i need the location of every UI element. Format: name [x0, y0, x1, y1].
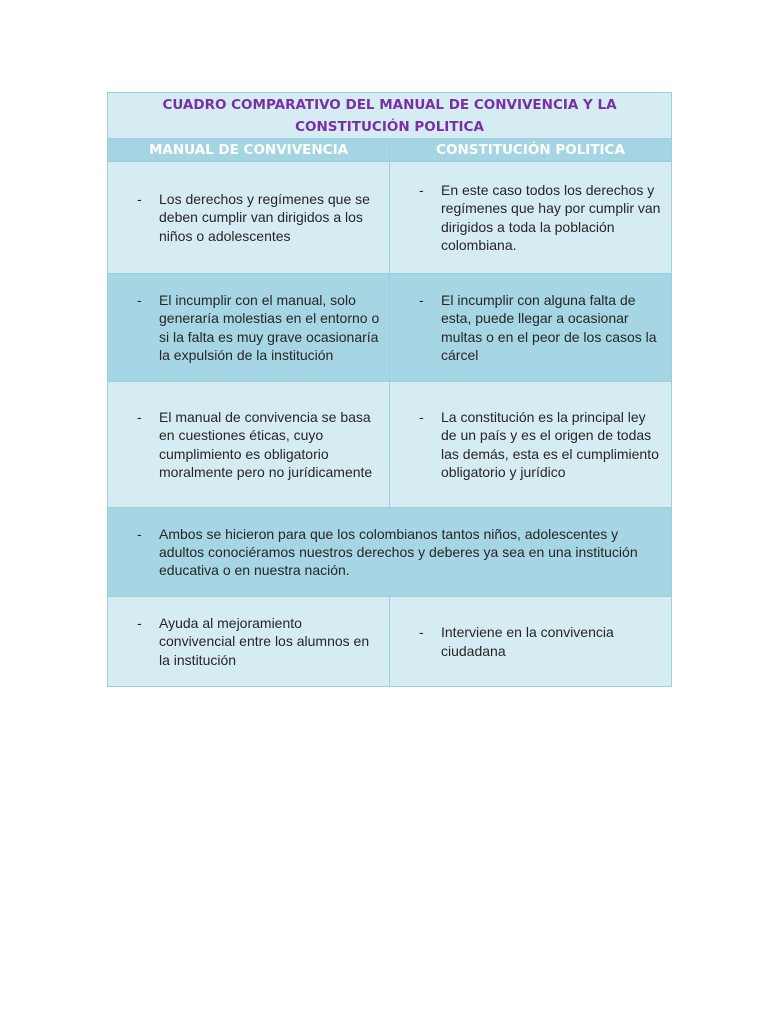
- list-item: [108, 408, 389, 481]
- table-cell: [390, 162, 672, 274]
- cell-text: En este caso todos los derechos y regímenes que hay por cumplir van dirigidos a toda la población colombiana.: [441, 181, 661, 253]
- cell-text: Los derechos y regímenes que se deben cumplir van dirigidos a los niños o adolescentes: [159, 191, 370, 244]
- list-item: [390, 181, 671, 254]
- bullet-dash: -: [137, 191, 142, 208]
- table-cell: [390, 382, 672, 508]
- list-item: [108, 291, 389, 364]
- bullet-dash: -: [137, 291, 142, 308]
- table-cell: [390, 597, 672, 687]
- bullet-dash: -: [419, 291, 424, 308]
- cell-text: Ambos se hicieron para que los colombianos tantos niños, adolescentes y adultos conociéramos nuestros derechos y deberes ya sea en una institución educativa o en nuestra nación.: [159, 525, 638, 579]
- cell-text: La constitución es la principal ley de un país y es el origen de todas las demás, esta es el cumplimiento obligatorio y jurídico: [441, 408, 659, 480]
- table-cell-shared: [108, 508, 672, 597]
- column-header-manual: MANUAL DE CONVIVENCIA: [108, 139, 390, 162]
- table-row-shared: [108, 508, 672, 597]
- bullet-dash: -: [419, 181, 424, 198]
- list-item: [108, 190, 389, 245]
- table-row: [108, 162, 672, 274]
- table-cell: [390, 274, 672, 382]
- cell-text: El incumplir con el manual, solo generaría molestias en el entorno o si la falta es muy grave ocasionaría la expulsión de la institución: [159, 291, 380, 363]
- header-row: [108, 139, 672, 162]
- list-item: [108, 614, 389, 669]
- bullet-dash: -: [137, 525, 142, 542]
- table-cell: [108, 274, 390, 382]
- title-row: [108, 93, 672, 139]
- list-item: [390, 291, 671, 364]
- list-item: [390, 408, 671, 481]
- list-item: [390, 623, 671, 660]
- table-cell: [108, 597, 390, 687]
- list-item: [108, 525, 671, 580]
- table-cell: [108, 162, 390, 274]
- column-header-constitucion: CONSTITUCIÓN POLITICA: [390, 139, 672, 162]
- cell-text: El incumplir con alguna falta de esta, puede llegar a ocasionar multas o en el peor de los casos la cárcel: [441, 291, 657, 363]
- table-row: [108, 382, 672, 508]
- table-cell: [108, 382, 390, 508]
- cell-text: El manual de convivencia se basa en cuestiones éticas, cuyo cumplimiento es obligatorio moralmente pero no jurídicamente: [159, 408, 373, 480]
- table-row: [108, 597, 672, 687]
- cell-text: Ayuda al mejoramiento convivencial entre los alumnos en la institución: [159, 615, 370, 668]
- bullet-dash: -: [137, 408, 142, 425]
- cell-text: Interviene en la convivencia ciudadana: [441, 624, 614, 659]
- bullet-dash: -: [419, 408, 424, 425]
- table-title: CUADRO COMPARATIVO DEL MANUAL DE CONVIVENCIA Y LA CONSTITUCIÓN POLITICA: [108, 93, 672, 139]
- bullet-dash: -: [137, 615, 142, 632]
- table-row: [108, 274, 672, 382]
- comparison-table: [107, 92, 672, 687]
- bullet-dash: -: [419, 624, 424, 641]
